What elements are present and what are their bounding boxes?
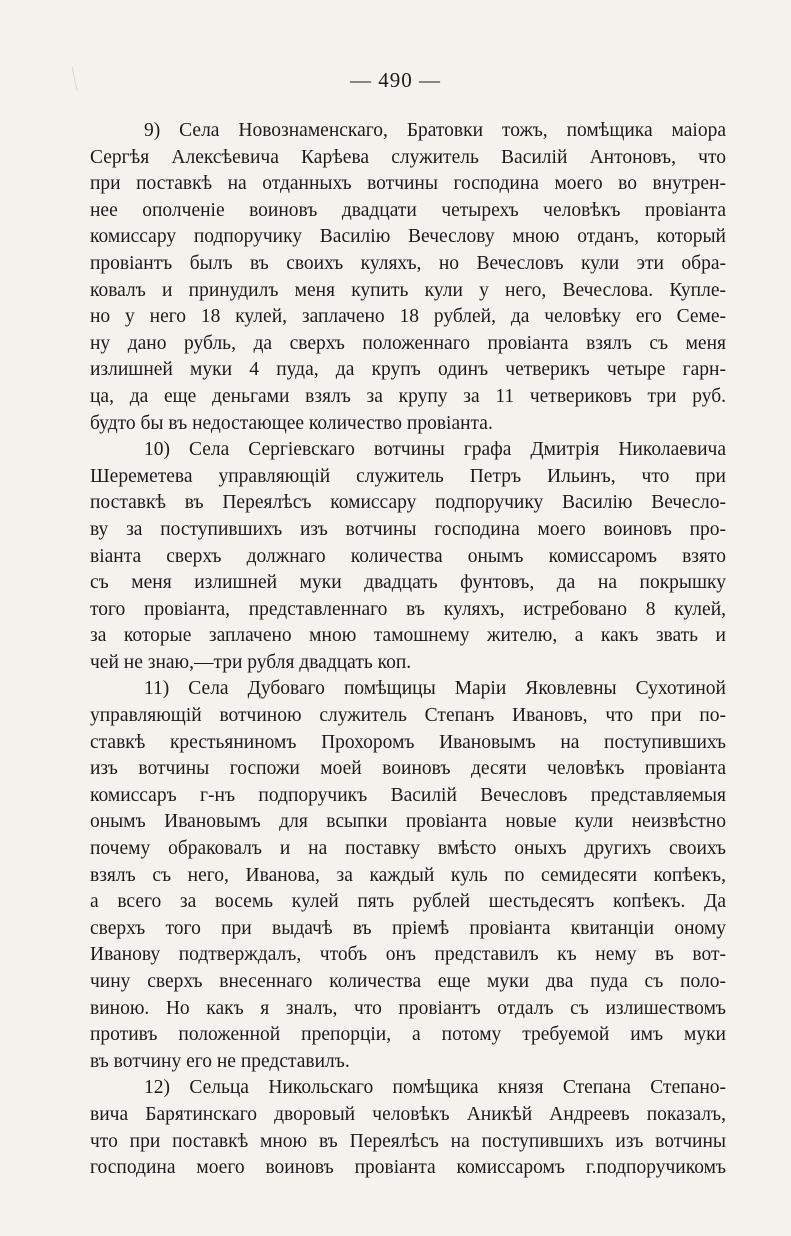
text-line: а всего за восемь кулей пять рублей шестьдесятъ копѣекъ. Да [90, 891, 726, 913]
text-line: что при поставкѣ мною въ Переялѣсъ на поступившихъ изъ вотчины [90, 1130, 726, 1152]
text-line: при поставкѣ на отданныхъ вотчины господина моего во внутрен- [90, 173, 726, 195]
text-line: 12) Сельца Никольскаго помѣщика князя Степана Степано- [144, 1077, 726, 1099]
text-line: комиссару подпоручику Василію Вечеслову мною отданъ, который [90, 226, 726, 248]
text-line: 9) Села Новознаменскаго, Братовки тожъ, помѣщика маіора [144, 120, 726, 141]
text-line: ну дано рубль, да сверхъ положеннаго провіанта взялъ съ меня [90, 332, 726, 354]
text-line: господина моего воиновъ провіанта комиссаромъ г.подпоручикомъ [90, 1157, 726, 1179]
text-line: онымъ Ивановымъ для всыпки провіанта новые кули неизвѣстно [90, 811, 726, 833]
text-line: будто бы въ недостающее количество провіанта. [90, 412, 493, 434]
text-line: ца, да еще деньгами взялъ за крупу за 11 четвериковъ три руб. [90, 385, 726, 407]
text-line: за которые заплачено мною тамошнему жителю, а какъ звать и [90, 625, 726, 647]
text-line: ву за поступившихъ изъ вотчины господина моего воиновъ про- [90, 518, 726, 540]
text-line: но у него 18 кулей, заплачено 18 рублей, да человѣку его Семе- [90, 306, 726, 328]
body-text [90, 118, 726, 1182]
text-line: излишней муки 4 пуда, да крупъ одинъ четверикъ четыре гарн- [90, 359, 726, 381]
text-line: противъ положенной препорціи, а потому требуемой имъ муки [90, 1024, 726, 1046]
text-line: комиссаръ г-нъ подпоручикъ Василій Вечесловъ представляемыя [90, 784, 726, 806]
text-line: съ меня излишней муки двадцать фунтовъ, да на покрышку [90, 572, 726, 594]
text-line: чей не знаю,—три рубля двадцать коп. [90, 651, 412, 673]
text-line: почему обраковалъ и на поставку вмѣсто оныхъ другихъ своихъ [90, 838, 726, 860]
text-line: ставкѣ крестьяниномъ Прохоромъ Ивановымъ на поступившихъ [90, 731, 726, 753]
text-line: Сергѣя Алексѣевича Карѣева служитель Василій Антоновъ, что [90, 146, 726, 168]
text-line: нее ополченіе воиновъ двадцати четырехъ человѣкъ провіанта [90, 199, 726, 221]
text-line: поставкѣ въ Переялѣсъ комиссару подпоручику Василію Вечесло- [90, 492, 726, 514]
text-line: того провіанта, представленнаго въ куляхъ, истребовано 8 кулей, [90, 598, 726, 620]
text-line: 11) Села Дубоваго помѣщицы Маріи Яковлевны Сухотиной [144, 678, 726, 700]
text-line: Шереметева управляющій служитель Петръ Ильинъ, что при [90, 465, 726, 487]
text-line: взялъ съ него, Иванова, за каждый куль по семидесяти копѣекъ, [90, 864, 726, 886]
text-line: 10) Села Сергіевскаго вотчины графа Дмитрія Николаевича [144, 439, 726, 461]
text-line: провіантъ былъ въ своихъ куляхъ, но Вечесловъ кули эти обра- [90, 252, 726, 274]
text-line: сверхъ того при выдачѣ въ пріемѣ провіанта квитанціи оному [90, 917, 726, 939]
text-line: изъ вотчины госпожи моей воиновъ десяти человѣкъ провіанта [90, 758, 726, 780]
text-line: Иванову подтверждалъ, чтобъ онъ представилъ къ нему въ вот- [90, 944, 726, 966]
text-line: ковалъ и принудилъ меня купить кули у него, Вечеслова. Купле- [90, 279, 726, 301]
text-line: чину сверхъ внесеннаго количества еще муки два пуда съ поло- [90, 971, 726, 992]
text-line: въ вотчину его не представилъ. [90, 1050, 350, 1072]
text-line: віанта сверхъ должнаго количества онымъ комиссаромъ взято [90, 545, 726, 567]
text-line: управляющій вотчиною служитель Степанъ Ивановъ, что при по- [90, 705, 726, 727]
page-number: — 490 — [350, 68, 441, 92]
text-line: вича Барятинскаго дворовый человѣкъ Аникѣй Андреевъ показалъ, [90, 1103, 726, 1125]
text-line: виною. Но какъ я зналъ, что провіантъ отдалъ съ излишествомъ [90, 997, 726, 1019]
